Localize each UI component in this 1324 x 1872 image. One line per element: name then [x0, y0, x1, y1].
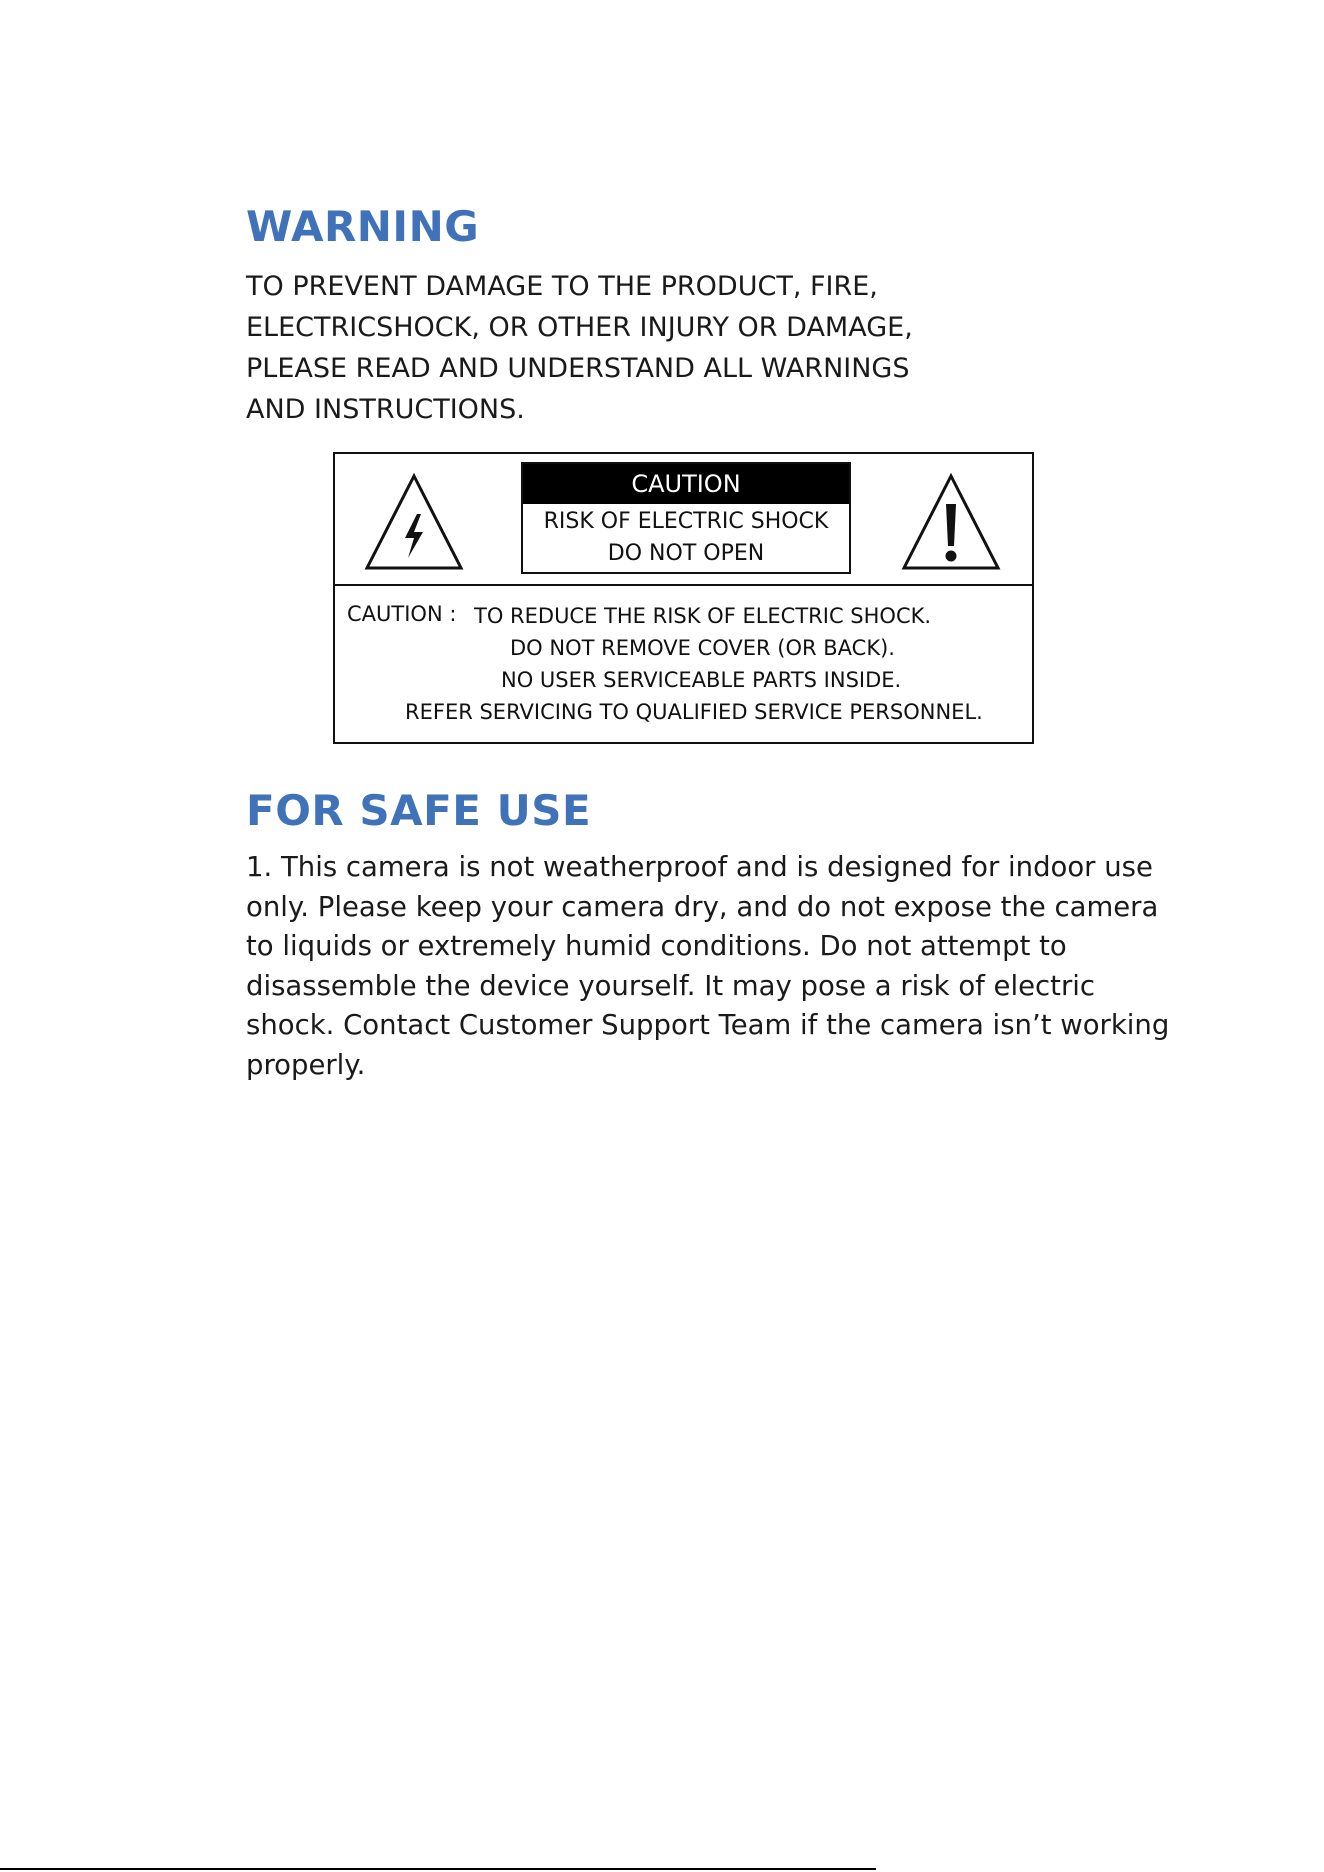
caution-label-top — [335, 454, 1032, 586]
caution-statement-line: DO NOT REMOVE COVER (OR BACK). — [510, 636, 895, 660]
caution-statement-line: TO REDUCE THE RISK OF ELECTRIC SHOCK. — [474, 604, 932, 628]
caution-label-line: RISK OF ELECTRIC SHOCK — [543, 509, 829, 534]
caution-statement — [335, 586, 1032, 742]
safe-use-line: to liquids or extremely humid conditions. Do not attempt to — [246, 930, 1067, 962]
electric-shock-warning-icon — [363, 472, 465, 572]
warning-line: PLEASE READ AND UNDERSTAND ALL WARNINGS — [246, 353, 910, 384]
warning-heading: WARNING — [246, 202, 480, 251]
safe-use-line: shock. Contact Customer Support Team if the camera isn’t working — [246, 1009, 1170, 1041]
safe-use-line: 1. This camera is not weatherproof and is designed for indoor use — [246, 851, 1153, 883]
safe-use-text — [246, 848, 1170, 1085]
safe-use-heading: FOR SAFE USE — [246, 786, 592, 835]
caution-statement-line: NO USER SERVICEABLE PARTS INSIDE. — [501, 668, 902, 692]
caution-label-box — [333, 452, 1034, 744]
warning-line: TO PREVENT DAMAGE TO THE PRODUCT, FIRE, — [246, 271, 878, 302]
caution-label-line: DO NOT OPEN — [607, 541, 765, 566]
safe-use-line: only. Please keep your camera dry, and do not expose the camera — [246, 890, 1159, 923]
caution-label-title: CAUTION — [523, 464, 849, 504]
caution-label — [521, 462, 851, 574]
warning-text — [246, 266, 1006, 430]
caution-statement-line: REFER SERVICING TO QUALIFIED SERVICE PERSONNEL. — [405, 700, 983, 724]
warning-line: ELECTRICSHOCK, OR OTHER INJURY OR DAMAGE, — [246, 312, 913, 343]
safe-use-line: properly. — [246, 1048, 366, 1081]
caution-statement-prefix: CAUTION : — [347, 602, 457, 626]
footer-divider — [0, 1868, 876, 1870]
exclamation-warning-icon — [900, 472, 1002, 572]
warning-line: AND INSTRUCTIONS. — [246, 394, 525, 425]
safe-use-line: disassemble the device yourself. It may pose a risk of electric — [246, 969, 1096, 1002]
